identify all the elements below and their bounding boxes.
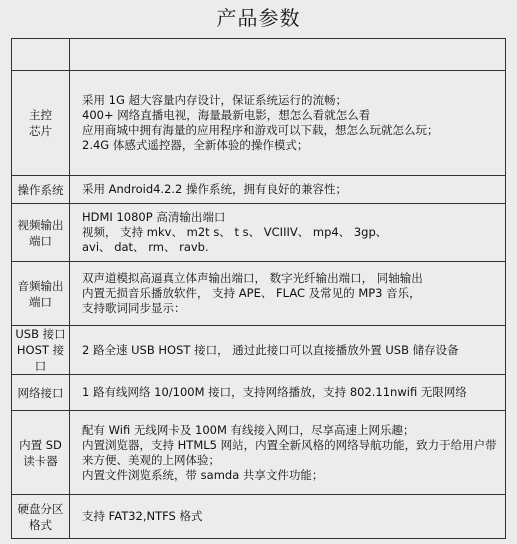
- row-label: 主控 芯片: [12, 71, 70, 176]
- table-row-header: [12, 39, 506, 71]
- content-line: 内置浏览器，支持 HTML5 网站，内置全新风格的网络导航功能，致力于给用户带来方便、美观的上网体验；: [82, 437, 497, 467]
- row-label: 视频输出 端口: [12, 204, 70, 262]
- row-label: 网络接口: [12, 375, 70, 411]
- content-line: 2.4G 体感式遥控器，全新体验的操作模式；: [82, 138, 309, 152]
- content-line: 采用 1G 超大容量内存设计，保证系统运行的流畅；: [82, 93, 348, 107]
- row-content: [70, 262, 506, 326]
- content-line: 2 路全速 USB HOST 接口， 通过此接口可以直接播放外置 USB 储存设备: [82, 342, 459, 357]
- row-label: 操作系统: [12, 176, 70, 204]
- content-line: 内置无损音乐播放软件， 支持 APE、 FLAC 及常见的 MP3 音乐，: [82, 286, 421, 300]
- row-content: [70, 411, 506, 495]
- row-label: 内置 SD 读卡器: [12, 411, 70, 495]
- table-row-network: [12, 375, 506, 411]
- row-label: [12, 39, 70, 71]
- table-row-audio-output: [12, 262, 506, 326]
- table-row-video-output: [12, 204, 506, 262]
- spec-table: [11, 38, 506, 539]
- table-row-sd-reader: [12, 411, 506, 495]
- content-line: 采用 Android4.2.2 操作系统，拥有良好的兼容性；: [82, 182, 348, 196]
- row-content: [70, 176, 506, 204]
- content-line: 支持歌词同步显示：: [82, 301, 186, 315]
- content-line: 内置文件浏览系统，带 samda 共享文件功能；: [82, 467, 324, 482]
- content-line: HDMI 1080P 高清输出端口: [82, 210, 226, 224]
- table-row-os: [12, 176, 506, 204]
- content-line: avi、 dat、 rm、 ravb.: [82, 240, 209, 254]
- row-content: [70, 326, 506, 375]
- row-content: [70, 375, 506, 411]
- content-line: 支持 FAT32,NTFS 格式: [82, 509, 203, 523]
- row-label: USB 接口 HOST 接口: [12, 326, 70, 375]
- content-line: 400+ 网络直播电视，海量最新电影，想怎么看就怎么看: [82, 108, 371, 122]
- content-line: 视频， 支持 mkv、 m2t s、 t s、 VCIIIV、 mp4、 3gp、: [82, 225, 388, 239]
- content-line: 双声道模拟高逼真立体声输出端口， 数字光纤输出端口， 同轴输出: [82, 271, 423, 285]
- row-label: 音频输出 端口: [12, 262, 70, 326]
- row-content: [70, 204, 506, 262]
- content-line: 应用商城中拥有海量的应用程序和游戏可以下载，想怎么玩就怎么玩；: [82, 123, 439, 137]
- row-content: [70, 495, 506, 539]
- row-content: [70, 71, 506, 176]
- table-row-main-chip: [12, 71, 506, 176]
- content-line: 配有 Wifi 无线网卡及 100M 有线接入网口，尽享高速上网乐趣；: [82, 422, 415, 437]
- table-row-disk-format: [12, 495, 506, 539]
- row-label: 硬盘分区 格式: [12, 495, 70, 539]
- content-line: 1 路有线网络 10/100M 接口，支持网络播放，支持 802.11nwifi 无限网络: [82, 385, 467, 399]
- page-title: 产品参数: [216, 6, 301, 30]
- table-row-usb: [12, 326, 506, 375]
- row-content: [70, 39, 506, 71]
